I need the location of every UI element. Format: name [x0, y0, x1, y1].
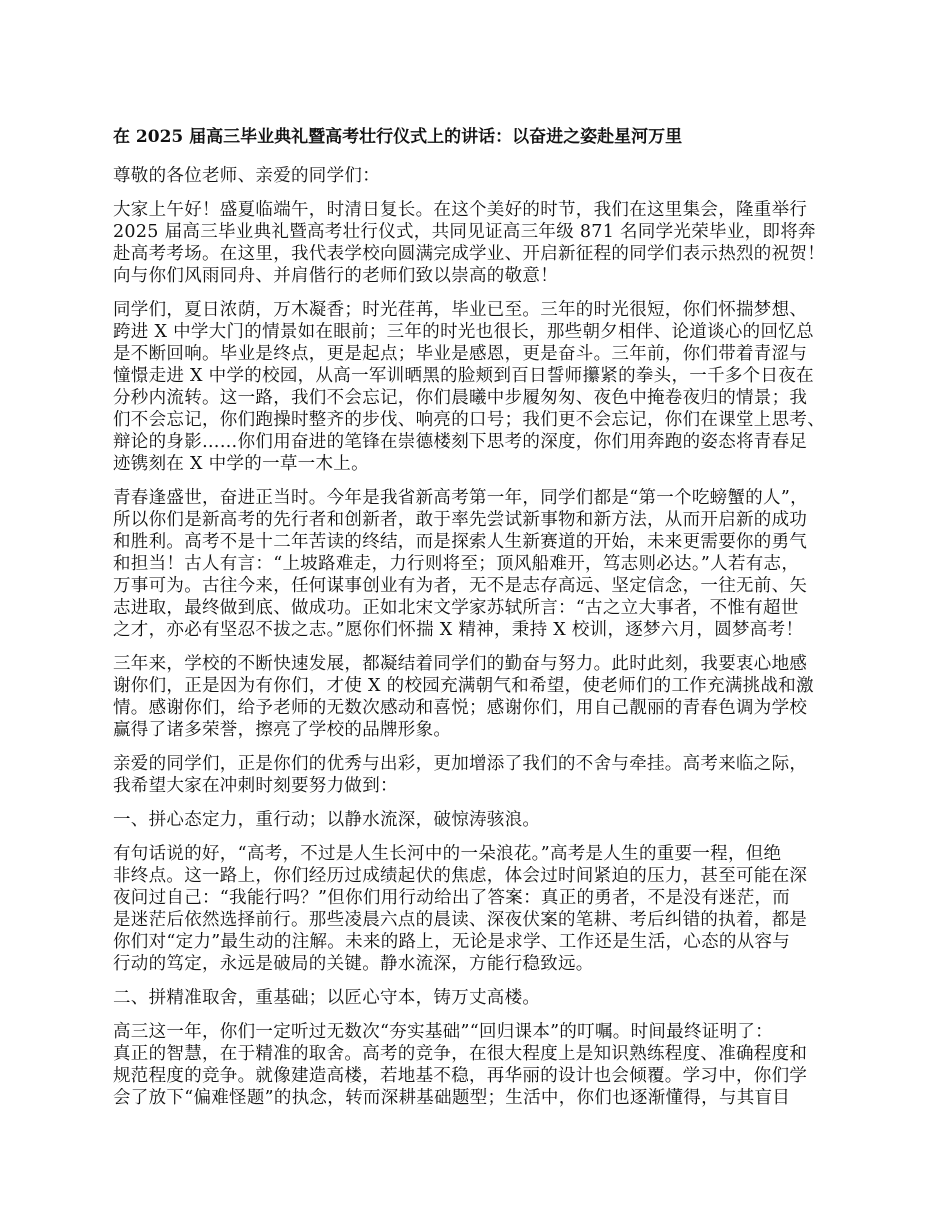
text-line: 迹镌刻在 X 中学的一草一木上。: [113, 454, 369, 474]
text-line: 向与你们风雨同舟、并肩偕行的老师们致以崇高的敬意！: [113, 266, 558, 286]
text-line: 规范程度的竞争。就像建造高楼，若地基不稳，再华丽的设计也会倾覆。学习中，你们学: [113, 1066, 808, 1086]
text-line: 有句话说的好，“高考，不过是人生长河中的一朵浪花。”高考是人生的重要一程，但绝: [113, 844, 782, 864]
text-line: 三年来，学校的不断快速发展，都凝结着同学们的勤奋与努力。此时此刻，我要衷心地感: [113, 654, 808, 674]
text-line: 你们对“定力”最生动的注解。未来的路上，无论是求学、工作还是生活，心态的从容与: [113, 932, 791, 952]
text-line: 是不断回响。毕业是终点，更是起点；毕业是感恩，更是奋斗。三年前，你们带着青涩与: [113, 344, 808, 364]
paragraph: [113, 1021, 858, 1109]
text-line: 二、拼精准取舍，重基础；以匠心守本，铸万丈高楼。: [113, 988, 541, 1008]
text-line: 分秒内流转。这一路，我们不会忘记，你们晨曦中步履匆匆、夜色中掩卷夜归的情景；我: [113, 388, 808, 408]
paragraph: [113, 165, 858, 187]
paragraph: [113, 809, 858, 831]
text-line: 跨进 X 中学大门的情景如在眼前；三年的时光也很长，那些朝夕相伴、论道谈心的回忆总: [113, 322, 814, 342]
text-line: 辩论的身影……你们用奋进的笔锋在崇德楼刻下思考的深度，你们用奔跑的姿态将青春足: [113, 432, 808, 452]
text-line: 高三这一年，你们一定听过无数次“夯实基础”“回归课本”的叮嘱。时间最终证明了：: [113, 1022, 773, 1042]
paragraph: [113, 299, 858, 475]
text-line: 赴高考考场。在这里，我代表学校向圆满完成学业、开启新征程的同学们表示热烈的祝贺！: [113, 244, 825, 264]
text-line: 非终点。这一路上，你们经历过成绩起伏的焦虑，体会过时间紧迫的压力，甚至可能在深: [113, 866, 808, 886]
text-line: 万事可为。古往今来，任何谋事创业有为者，无不是志存高远、坚定信念，一往无前、矢: [113, 576, 808, 596]
text-line: 情。感谢你们，给予老师的无数次感动和喜悦；感谢你们，用自己靓丽的青春色调为学校: [113, 698, 808, 718]
paragraph: [113, 199, 858, 287]
text-line: 2025 届高三毕业典礼暨高考壮行仪式，共同见证高三年级 871 名同学光荣毕业，即将奔: [113, 222, 816, 242]
document-body: [113, 165, 858, 1109]
text-line: 赢得了诸多荣誉，擦亮了学校的品牌形象。: [113, 720, 452, 740]
text-line: 青春逢盛世，奋进正当时。今年是我省新高考第一年，同学们都是“第一个吃螃蟹的人”，: [113, 488, 808, 508]
document-title: 在 2025 届高三毕业典礼暨高考壮行仪式上的讲话：以奋进之姿赴星河万里: [113, 127, 683, 147]
paragraph: [113, 987, 858, 1009]
text-line: 和胜利。高考不是十二年苦读的终结，而是探索人生新赛道的开始，未来更需要你的勇气: [113, 532, 808, 552]
document-page: [113, 126, 858, 1121]
text-line: 真正的智慧，在于精准的取舍。高考的竞争，在很大程度上是知识熟练程度、准确程度和: [113, 1044, 808, 1064]
text-line: 会了放下“偏难怪题”的执念，转而深耕基础题型；生活中，你们也逐渐懂得，与其盲目: [113, 1088, 791, 1108]
paragraph: [113, 653, 858, 741]
text-line: 谢你们，正是因为有你们，才使 X 的校园充满朝气和希望，使老师们的工作充满挑战和激: [113, 676, 814, 696]
text-line: 和担当！古人有言：“上坡路难走，力行则将至；顶风船难开，笃志则必达。”人若有志，: [113, 554, 800, 574]
text-line: 之才，亦必有坚忍不拔之志。”愿你们怀揣 X 精神，秉持 X 校训，逐梦六月，圆梦高考！: [113, 620, 804, 640]
paragraph: [113, 843, 858, 975]
text-line: 大家上午好！盛夏临端午，时清日复长。在这个美好的时节，我们在这里集会，隆重举行: [113, 200, 808, 220]
text-line: 是迷茫后依然选择前行。那些凌晨六点的晨读、深夜伏案的笔耕、考后纠错的执着，都是: [113, 910, 808, 930]
paragraph: [113, 753, 858, 797]
text-line: 志进取，最终做到底、做成功。正如北宋文学家苏轼所言：“古之立大事者，不惟有超世: [113, 598, 799, 618]
text-line: 亲爱的同学们，正是你们的优秀与出彩，更加增添了我们的不舍与牵挂。高考来临之际，: [113, 754, 808, 774]
text-line: 们不会忘记，你们跑操时整齐的步伐、响亮的口号；我们更不会忘记，你们在课堂上思考、: [113, 410, 825, 430]
text-line: 憧憬走进 X 中学的校园，从高一军训晒黑的脸颊到百日誓师攥紧的拳头，一千多个日夜在: [113, 366, 814, 386]
text-line: 一、拼心态定力，重行动；以静水流深，破惊涛骇浪。: [113, 810, 541, 830]
text-line: 我希望大家在冲刺时刻要努力做到：: [113, 776, 398, 796]
text-line: 夜问过自己：“我能行吗？”但你们用行动给出了答案：真正的勇者，不是没有迷茫，而: [113, 888, 791, 908]
text-line: 尊敬的各位老师、亲爱的同学们：: [113, 166, 380, 186]
text-line: 行动的笃定，永远是破局的关键。静水流深，方能行稳致远。: [113, 954, 594, 974]
text-line: 同学们，夏日浓荫，万木凝香；时光荏苒，毕业已至。三年的时光很短，你们怀揣梦想、: [113, 300, 808, 320]
text-line: 所以你们是新高考的先行者和创新者，敢于率先尝试新事物和新方法，从而开启新的成功: [113, 510, 808, 530]
paragraph: [113, 487, 858, 641]
